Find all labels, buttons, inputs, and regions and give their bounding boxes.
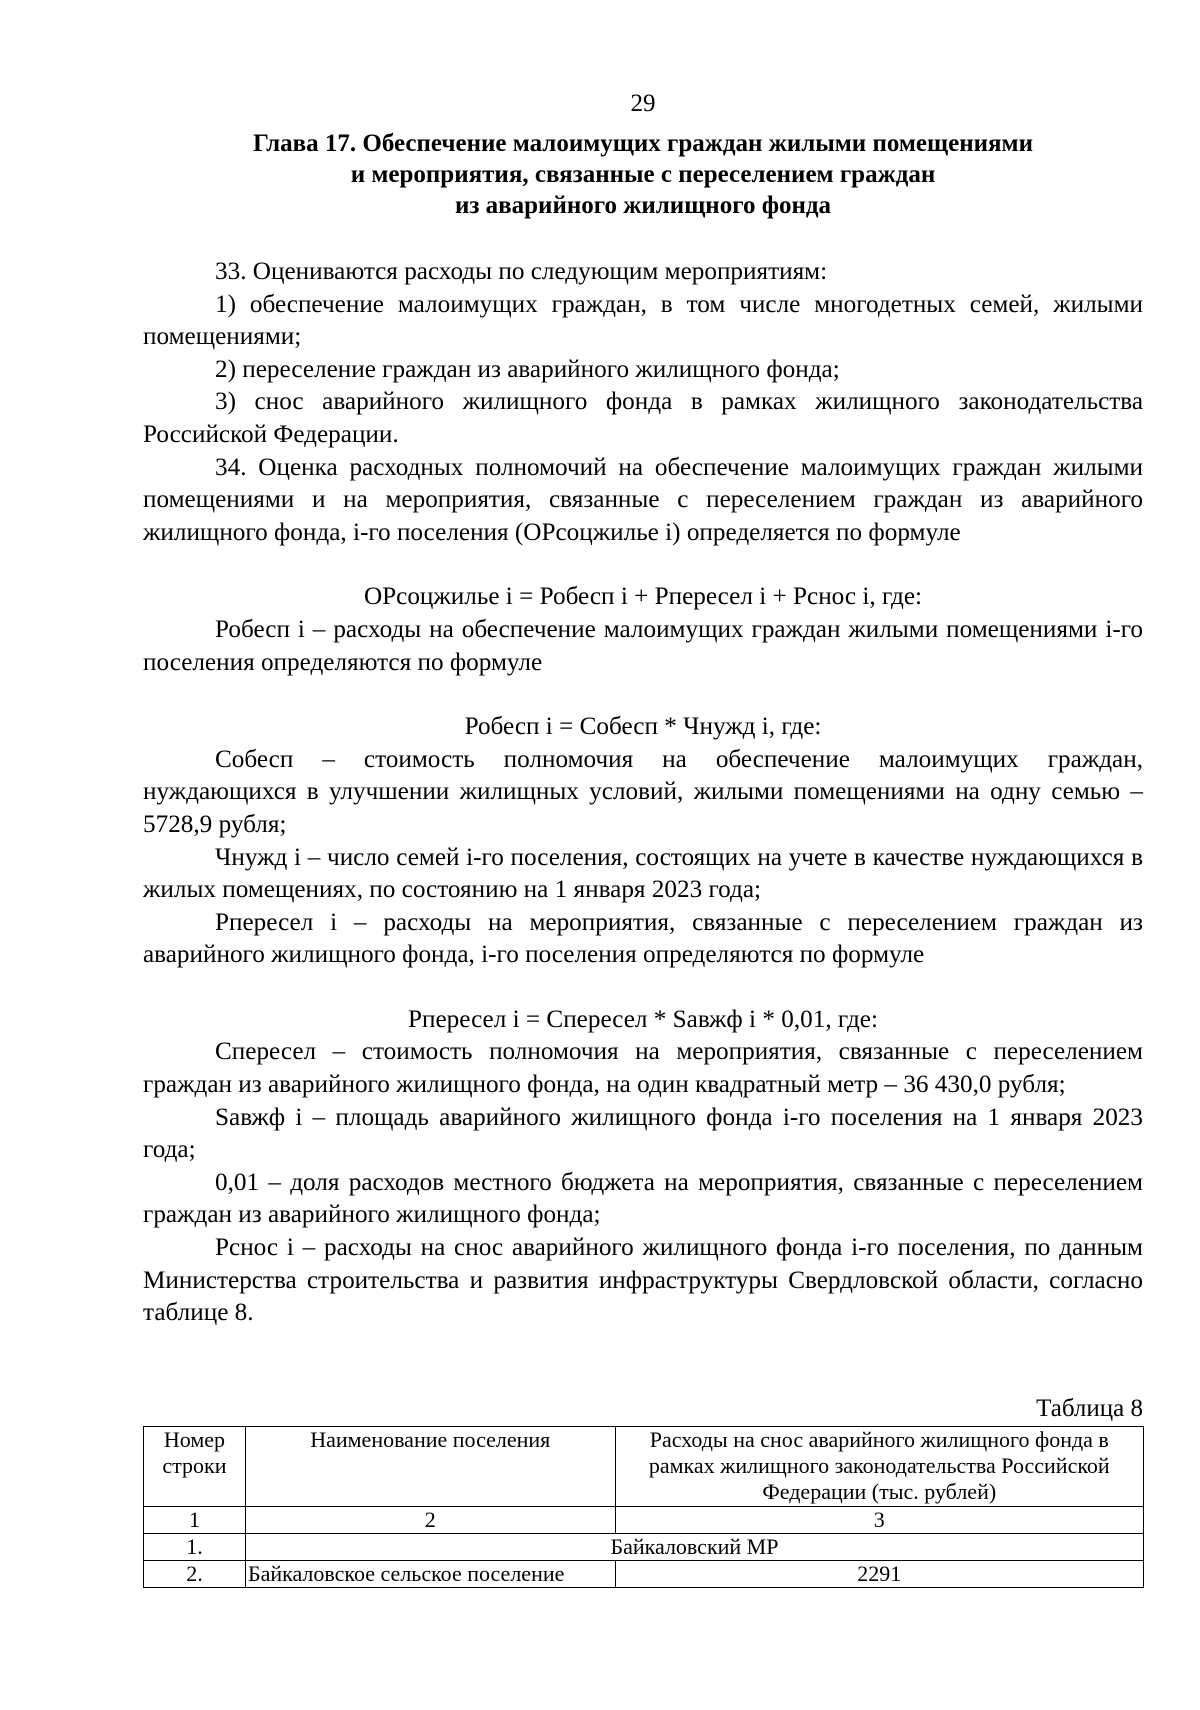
- definition-rsnos: Рснос i – расходы на снос аварийного жилищного фонда i-го поселения, по данным Министерства строительства и развития инфраструктуры Свердловской области, согласно таблице 8.: [143, 1234, 1143, 1327]
- header-row-number: Номер строки: [144, 1427, 246, 1507]
- paragraph-33-item-1: 1) обеспечение малоимущих граждан, в том числе многодетных семей, жилыми помещениями;: [143, 290, 1143, 351]
- demolition-expense-value: 2291: [615, 1561, 1143, 1588]
- table-row: [144, 1534, 1144, 1561]
- table-row: [144, 1561, 1144, 1588]
- body-text: [143, 256, 1143, 1330]
- header-demolition-expenses: Расходы на снос аварийного жилищного фонда в рамках жилищного законодательства Российской Федерации (тыс. рублей): [615, 1427, 1143, 1507]
- chapter-title-line-2: и мероприятия, связанные с переселением граждан: [350, 161, 936, 188]
- paragraph-33-item-2: 2) переселение граждан из аварийного жилищного фонда;: [215, 355, 840, 383]
- chapter-title-line-3: из аварийного жилищного фонда: [454, 192, 832, 219]
- spacer: [143, 972, 1143, 1004]
- table-caption: Таблица 8: [1036, 1395, 1143, 1422]
- table-header-row: [144, 1427, 1144, 1507]
- chapter-title-line-1: Глава 17. Обеспечение малоимущих граждан жилыми помещениями: [253, 130, 1033, 157]
- table-column-numbers-row: [144, 1507, 1144, 1534]
- page-number: 29: [630, 90, 656, 117]
- settlement-name: Байкаловское сельское поселение: [245, 1561, 615, 1588]
- formula-or-soczhilye: ОРсоцжилье i = Робесп i + Рпересел i + Рснос i, где:: [363, 583, 923, 611]
- spacer: [143, 679, 1143, 711]
- definition-savzhf: Sавжф i – площадь аварийного жилищного фонда i-го поселения на 1 января 2023 года;: [143, 1103, 1143, 1164]
- header-settlement-name: Наименование поселения: [245, 1427, 615, 1507]
- chapter-title: [143, 128, 1143, 221]
- column-number-3: 3: [615, 1507, 1143, 1534]
- definition-chnuzhd: Чнужд i – число семей i-го поселения, состоящих на учете в качестве нуждающихся в жилых помещениях, по состоянию на 1 января 2023 года;: [143, 843, 1143, 904]
- row-number: 1.: [144, 1534, 246, 1561]
- definition-sobesp: Собесп – стоимость полномочия на обеспечение малоимущих граждан, нуждающихся в улучшении жилищных условий, жилыми помещениями на одну семью – 5728,9 рубля;: [143, 745, 1143, 838]
- municipal-district-name: Байкаловский МР: [245, 1534, 1143, 1561]
- definition-speresel: Спересел – стоимость полномочия на мероприятия, связанные с переселением граждан из аварийного жилищного фонда, на один квадратный метр – 36 430,0 рубля;: [143, 1038, 1143, 1099]
- paragraph-34: 34. Оценка расходных полномочий на обеспечение малоимущих граждан жилыми помещениями и на мероприятия, связанные с переселением граждан из аварийного жилищного фонда, i-го поселения (ОРсоцжилье i) определяется по формуле: [143, 453, 1143, 546]
- paragraph-33: 33. Оцениваются расходы по следующим мероприятиям:: [215, 258, 828, 285]
- formula-robesp: Робесп i = Собесп * Чнужд i, где:: [464, 713, 822, 741]
- spacer: [143, 549, 1143, 581]
- document-page: [143, 0, 1143, 1710]
- definition-rperesel: Рпересел i – расходы на мероприятия, связанные с переселением граждан из аварийного жилищного фонда, i-го поселения определяются по формуле: [143, 908, 1143, 969]
- demolition-expenses-table: [143, 1426, 1144, 1588]
- column-number-2: 2: [245, 1507, 615, 1534]
- definition-share: 0,01 – доля расходов местного бюджета на мероприятия, связанные с переселением граждан из аварийного жилищного фонда;: [143, 1168, 1143, 1229]
- paragraph-33-item-3: 3) снос аварийного жилищного фонда в рамках жилищного законодательства Российской Федерации.: [143, 388, 1143, 448]
- row-number: 2.: [144, 1561, 246, 1588]
- formula-rperesel: Рпересел i = Спересел * Sавжф i * 0,01, где:: [408, 1005, 878, 1033]
- definition-robesp: Робесп i – расходы на обеспечение малоимущих граждан жилыми помещениями i-го поселения определяются по формуле: [143, 615, 1143, 676]
- column-number-1: 1: [144, 1507, 246, 1534]
